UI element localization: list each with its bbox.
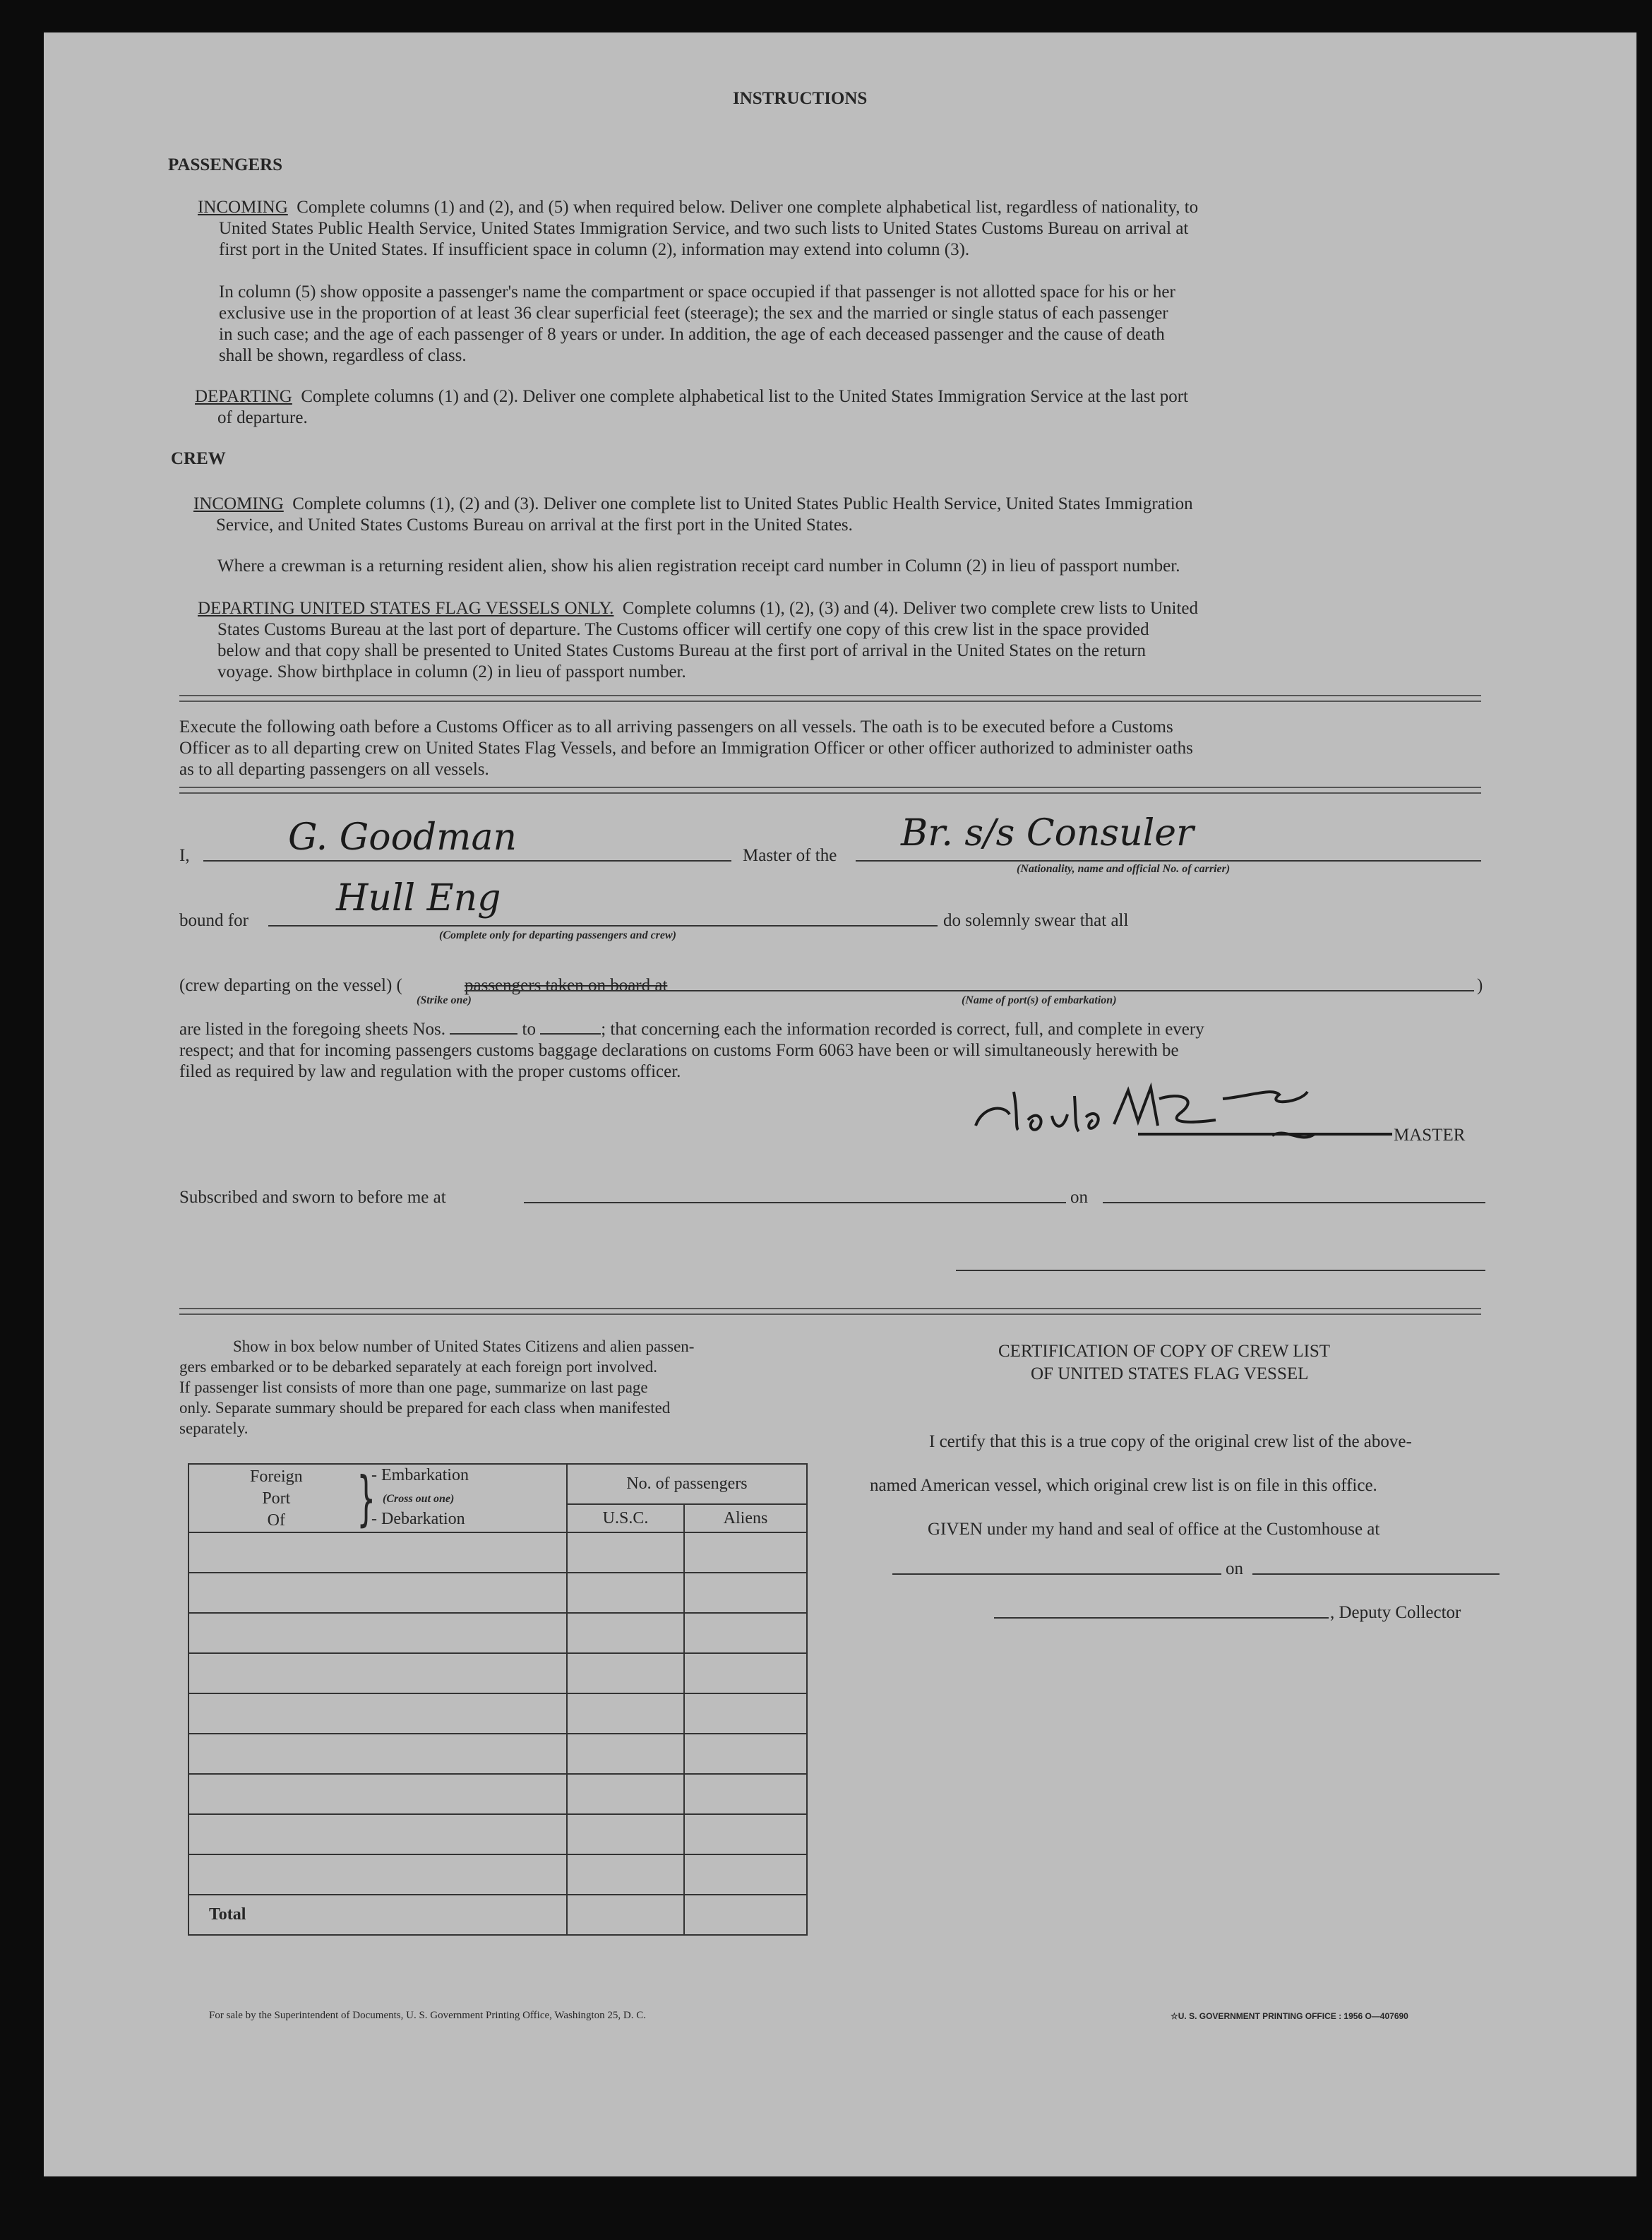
strike-caption: (Strike one)	[417, 994, 472, 1006]
text-line: Service, and United States Customs Bureau on arrival at the first port in the United States.	[216, 516, 853, 535]
table-cell[interactable]	[188, 1613, 567, 1653]
table-header-row	[188, 1464, 807, 1504]
table-cell[interactable]	[188, 1573, 567, 1613]
table-cell[interactable]	[684, 1814, 807, 1854]
num-passengers-header: No. of passengers	[567, 1464, 807, 1504]
form-page	[44, 32, 1636, 2176]
table-cell[interactable]	[684, 1693, 807, 1734]
table-row	[188, 1774, 807, 1814]
port-label: Port	[262, 1489, 291, 1508]
passengers-incoming	[198, 196, 1198, 218]
bound-handwritten: Hull Eng	[336, 877, 501, 919]
table-cell[interactable]	[188, 1814, 567, 1854]
aliens-header: Aliens	[684, 1504, 807, 1532]
divider	[179, 695, 1481, 702]
table-cell[interactable]	[684, 1774, 807, 1814]
table-cell[interactable]	[567, 1532, 684, 1573]
table-cell[interactable]	[567, 1613, 684, 1653]
port-caption: (Name of port(s) of embarkation)	[962, 994, 1117, 1006]
table-cell[interactable]	[567, 1854, 684, 1895]
text-line: as to all departing passengers on all vessels.	[179, 760, 489, 779]
crew-flag-vessels	[198, 597, 1198, 619]
text-line: named American vessel, which original crew list is on file in this office.	[870, 1476, 1377, 1495]
table-row	[188, 1734, 807, 1774]
i-label: I,	[179, 846, 190, 865]
listed-text: are listed in the foregoing sheets Nos.	[179, 1020, 445, 1039]
table-cell[interactable]	[684, 1573, 807, 1613]
departing-label: DEPARTING	[195, 387, 292, 406]
text-line: Show in box below number of United States Citizens and alien passen-	[233, 1338, 695, 1355]
deputy-signature-line	[994, 1617, 1329, 1619]
incoming-text: Complete columns (1), (2) and (3). Deliver one complete list to United States Public Health Service, United States Immigration	[292, 494, 1193, 513]
table-row	[188, 1532, 807, 1573]
incoming-label: INCOMING	[193, 494, 284, 513]
footer-sale-note: For sale by the Superintendent of Documents, U. S. Government Printing Office, Washington 25, D. C.	[209, 2010, 646, 2021]
table-row	[188, 1814, 807, 1854]
vessel-caption: (Nationality, name and official No. of carrier)	[1017, 863, 1231, 875]
departing-text: Complete columns (1) and (2). Deliver one complete alphabetical list to the United States Immigration Service at the last port	[301, 387, 1188, 406]
text-line: States Customs Bureau at the last port of departure. The Customs officer will certify one copy of this crew list in the space provided	[217, 620, 1149, 639]
text-line: of departure.	[217, 408, 308, 427]
subscribed-label: Subscribed and sworn to before me at	[179, 1188, 446, 1207]
table-cell[interactable]	[684, 1734, 807, 1774]
vessel-handwritten: Br. s/s Consuler	[901, 812, 1194, 854]
deputy-collector-label: , Deputy Collector	[1330, 1603, 1461, 1622]
on-label: on	[1070, 1188, 1088, 1207]
bound-field-line	[268, 925, 938, 927]
table-cell[interactable]	[188, 1693, 567, 1734]
divider	[179, 1308, 1481, 1315]
table-cell[interactable]	[188, 1734, 567, 1774]
table-cell[interactable]	[684, 1854, 807, 1895]
text-line: GIVEN under my hand and seal of office at the Customhouse at	[928, 1520, 1380, 1539]
sheet-from-field	[450, 1033, 517, 1035]
name-handwritten: G. Goodman	[288, 816, 517, 859]
certification-title-2: OF UNITED STATES FLAG VESSEL	[1031, 1364, 1309, 1383]
text-line: in such case; and the age of each passenger of 8 years or under. In addition, the age of each deceased passenger and the cause of death	[219, 325, 1165, 344]
vessel-field-line	[856, 860, 1481, 862]
foreign-label: Foreign	[250, 1467, 303, 1486]
text-line: Officer as to all departing crew on United States Flag Vessels, and before an Immigration Officer or other officer authorized to administer oaths	[179, 739, 1193, 758]
table-cell[interactable]	[567, 1653, 684, 1693]
passengers-departing	[195, 386, 1188, 407]
table-row	[188, 1854, 807, 1895]
text-line: voyage. Show birthplace in column (2) in lieu of passport number.	[217, 662, 686, 681]
bound-for-label: bound for	[179, 911, 249, 930]
crew-title: CREW	[171, 449, 226, 468]
listed-rest: ; that concerning each the information recorded is correct, full, and complete in every	[601, 1020, 1204, 1039]
port-header-cell	[188, 1464, 567, 1532]
flag-text: Complete columns (1), (2), (3) and (4). Deliver two complete crew lists to United	[622, 599, 1198, 618]
table-cell[interactable]	[684, 1532, 807, 1573]
incoming-label: INCOMING	[198, 198, 288, 217]
text-line: exclusive use in the proportion of at least 36 clear superficial feet (steerage); the sex and the married or single status of each passenger	[219, 304, 1168, 323]
total-row	[188, 1895, 807, 1935]
listed-line	[179, 1018, 1204, 1040]
master-of-the-label: Master of the	[743, 846, 837, 865]
bound-caption: (Complete only for departing passengers and crew)	[439, 929, 676, 941]
name-field-line	[203, 860, 731, 862]
certification-title-1: CERTIFICATION OF COPY OF CREW LIST	[998, 1342, 1331, 1361]
port-header-labels	[250, 1466, 303, 1532]
text-line: only. Separate summary should be prepared for each class when manifested	[179, 1399, 671, 1417]
subscribed-date-line	[1103, 1202, 1485, 1203]
master-label: MASTER	[1394, 1126, 1466, 1145]
table-row	[188, 1693, 807, 1734]
customhouse-field-line	[892, 1573, 1221, 1575]
text-line: United States Public Health Service, United States Immigration Service, and two such lists to United States Customs Bureau on arrival at	[219, 219, 1189, 238]
usc-header: U.S.C.	[567, 1504, 684, 1532]
embarkation-label: - Embarkation	[371, 1466, 469, 1484]
total-label: Total	[188, 1895, 567, 1935]
listed-to: to	[522, 1020, 536, 1039]
table-cell[interactable]	[684, 1613, 807, 1653]
text-line: gers embarked or to be debarked separately at each foreign port involved.	[179, 1358, 657, 1376]
table-cell[interactable]	[188, 1774, 567, 1814]
total-aliens-cell[interactable]	[684, 1895, 807, 1935]
footer-gpo-note: ☆U. S. GOVERNMENT PRINTING OFFICE : 1956 O—407690	[1171, 2011, 1408, 2021]
crew-departing-text: (crew departing on the vessel) (	[179, 976, 402, 995]
of-label: Of	[267, 1511, 285, 1530]
text-line: I certify that this is a true copy of the original crew list of the above-	[929, 1432, 1412, 1451]
swear-text: do solemnly swear that all	[943, 911, 1129, 930]
officer-signature-line	[956, 1270, 1485, 1271]
table-cell[interactable]	[188, 1653, 567, 1693]
instructions-heading: INSTRUCTIONS	[733, 89, 868, 108]
text-line: respect; and that for incoming passengers customs baggage declarations on customs Form 6063 have been or will simultaneously herewith be	[179, 1041, 1179, 1060]
table-cell[interactable]	[567, 1774, 684, 1814]
crew-incoming	[193, 493, 1193, 515]
cross-out-label: (Cross out one)	[383, 1493, 455, 1505]
total-usc-cell[interactable]	[567, 1895, 684, 1935]
passengers-struck-text: passengers taken on board at	[465, 976, 668, 995]
table-cell[interactable]	[567, 1814, 684, 1854]
text-line: In column (5) show opposite a passenger's name the compartment or space occupied if that passenger is not allotted space for his or her	[219, 282, 1175, 302]
table-cell[interactable]	[684, 1653, 807, 1693]
cert-on-label: on	[1226, 1559, 1243, 1578]
table-cell[interactable]	[188, 1532, 567, 1573]
table-row	[188, 1653, 807, 1693]
master-signature	[969, 1071, 1406, 1148]
passenger-summary-table	[188, 1463, 808, 1936]
text-line: below and that copy shall be presented to United States Customs Bureau at the first port of arrival in the United States on the return	[217, 641, 1146, 660]
close-paren: )	[1477, 976, 1483, 995]
text-line: If passenger list consists of more than one page, summarize on last page	[179, 1378, 648, 1396]
text-line: Where a crewman is a returning resident alien, show his alien registration receipt card number in Column (2) in lieu of passport number.	[217, 556, 1180, 576]
sheet-to-field	[540, 1033, 601, 1035]
summary-instructions	[179, 1336, 847, 1438]
text-line: filed as required by law and regulation with the proper customs officer.	[179, 1062, 681, 1081]
incoming-text: Complete columns (1) and (2), and (5) when required below. Deliver one complete alphabetical list, regardless of nationality, to	[297, 198, 1199, 217]
port-field-line	[465, 990, 1474, 991]
brace-icon: }	[357, 1464, 376, 1533]
text-line: first port in the United States. If insufficient space in column (2), information may extend into column (3).	[219, 240, 970, 259]
cert-date-line	[1252, 1573, 1500, 1575]
table-row	[188, 1573, 807, 1613]
text-line: Execute the following oath before a Customs Officer as to all arriving passengers on all vessels. The oath is to be executed before a Customs	[179, 717, 1173, 737]
flag-label: DEPARTING UNITED STATES FLAG VESSELS ONLY.	[198, 599, 614, 618]
table-cell[interactable]	[567, 1734, 684, 1774]
table-cell[interactable]	[567, 1573, 684, 1613]
passengers-title: PASSENGERS	[168, 155, 283, 174]
subscribed-place-line	[524, 1202, 1066, 1203]
table-cell[interactable]	[567, 1693, 684, 1734]
text-line: shall be shown, regardless of class.	[219, 346, 467, 365]
text-line: separately.	[179, 1419, 249, 1437]
divider	[179, 787, 1481, 794]
debarkation-label: - Debarkation	[371, 1510, 465, 1528]
table-cell[interactable]	[188, 1854, 567, 1895]
table-row	[188, 1613, 807, 1653]
